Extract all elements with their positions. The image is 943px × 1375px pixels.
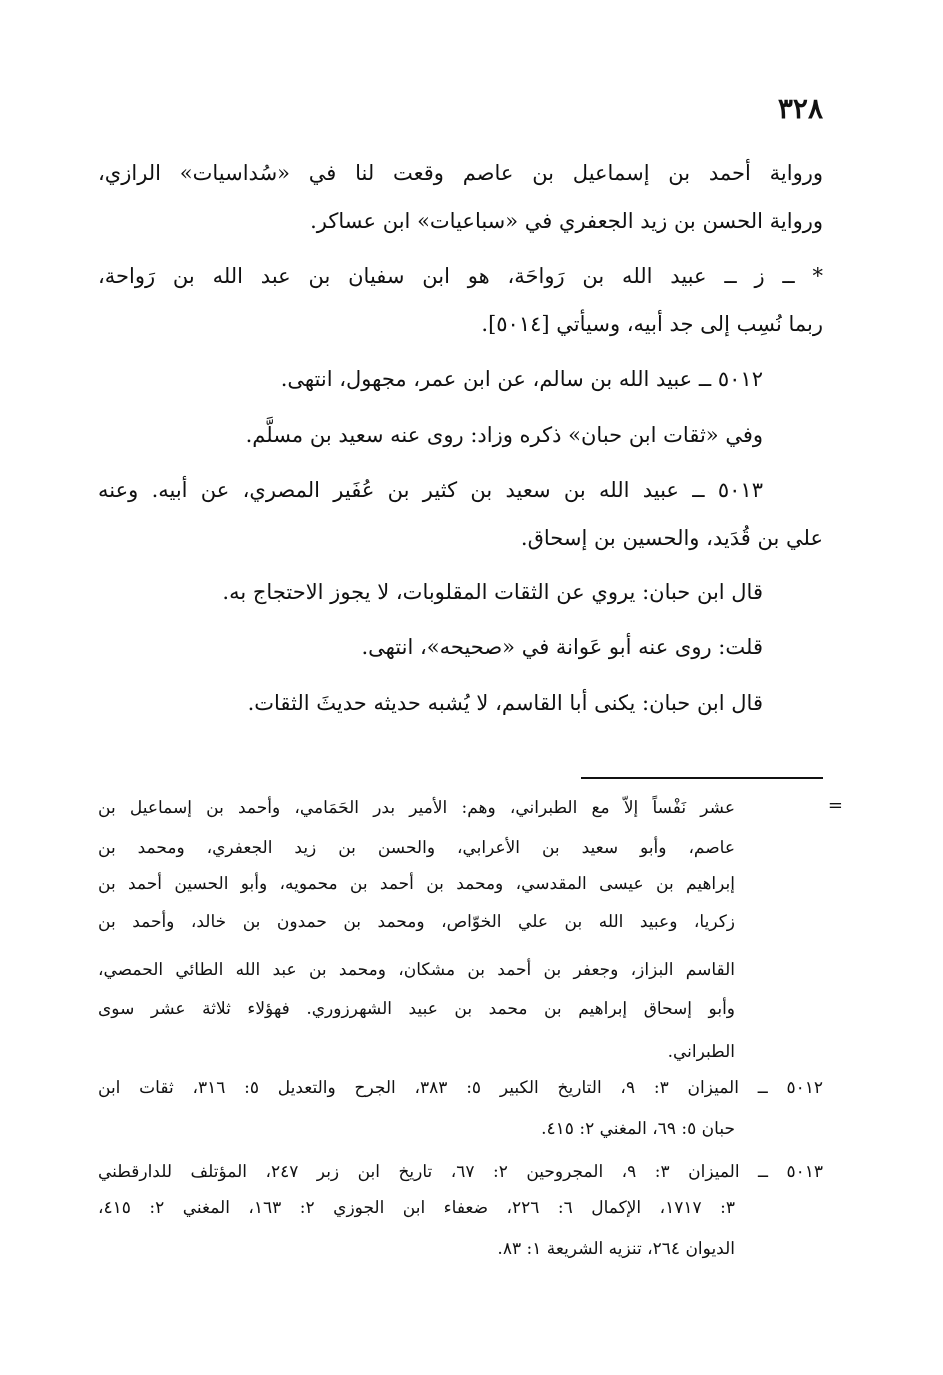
footnote-line: زكريا، وعبيد الله بن علي الخوّاص، ومحمد بن حمدون بن خالد، وأحمد بن [98, 912, 735, 932]
footnote-line: وأبو إسحاق إبراهيم بن محمد بن عبيد الشهرزوري. فهؤلاء ثلاثة عشر سوى [98, 999, 735, 1019]
body-line: ورواية الحسن بن زيد الجعفري في «سباعيات» ابن عساكر. [310, 209, 823, 233]
footnote-line: القاسم البزاز، وجعفر بن أحمد بن مشكان، ومحمد بن عبد الله الطائي الحمصي، [98, 960, 735, 980]
body-line: قال ابن حبان: يروي عن الثقات المقلوبات، لا يجوز الاحتجاج به. [222, 580, 763, 604]
body-line: علي بن قُدَيد، والحسين بن إسحاق. [520, 526, 823, 550]
footnote-line: عشر نَفْساً إلاّ مع الطبراني، وهم: الأمير بدر الحَمَامي، وأحمد بن إسماعيل بن [98, 798, 735, 818]
body-line: ورواية أحمد بن إسماعيل بن عاصم وقعت لنا في «سُداسيات» الرازي، [98, 161, 823, 185]
footnote-continuation-mark: = [827, 795, 843, 816]
body-line: وفي «ثقات ابن حبان» ذكره وزاد: روى عنه سعيد بن مسلَّم. [245, 423, 763, 447]
page-number: ٣٢٨ [777, 92, 823, 125]
footnote-line: الطبراني. [667, 1042, 735, 1062]
footnote-entry: ٥٠١٣ ــ الميزان ٣: ٩، المجروحين ٢: ٦٧، تاريخ ابن زبر ٢٤٧، المؤتلف للدارقطني [98, 1162, 823, 1182]
footnote-separator [581, 777, 823, 779]
body-line: قلت: روى عنه أبو عَوانة في «صحيحه»، انتهى. [361, 635, 763, 659]
footnote-line: ٣: ١٧١٧، الإكمال ٦: ٢٢٦، ضعفاء ابن الجوزي ٢: ١٦٣، المغني ٢: ٤١٥، [98, 1198, 735, 1218]
footnote-line: عاصم، وأبو سعيد بن الأعرابي، والحسن بن زيد الجعفري، ومحمد بن [98, 838, 735, 858]
entry-heading: * ــ ز ــ عبيد الله بن رَواحَة، هو ابن سفيان بن عبد الله بن رَواحة، [98, 264, 823, 288]
entry-heading: ٥٠١٣ ــ عبيد الله بن سعيد بن كثير بن عُفَير المصري، عن أبيه. وعنه [98, 478, 763, 502]
body-line: ربما نُسِب إلى جد أبيه، وسيأتي [٥٠١٤]. [481, 312, 823, 336]
footnote-line: إبراهيم بن عيسى المقدسي، ومحمد بن أحمد بن محمويه، وأبو الحسين أحمد بن [98, 874, 735, 894]
footnote-line: حبان ٥: ٦٩، المغني ٢: ٤١٥. [541, 1119, 735, 1139]
footnote-entry: ٥٠١٢ ــ الميزان ٣: ٩، التاريخ الكبير ٥: ٣٨٣، الجرح والتعديل ٥: ٣١٦، ثقات ابن [98, 1078, 823, 1098]
body-line: قال ابن حبان: يكنى أبا القاسم، لا يُشبه حديثه حديثَ الثقات. [247, 691, 763, 715]
footnote-line: الديوان ٢٦٤، تنزيه الشريعة ١: ٨٣. [497, 1239, 735, 1259]
entry-heading: ٥٠١٢ ــ عبيد الله بن سالم، عن ابن عمر، مجهول، انتهى. [280, 367, 763, 391]
